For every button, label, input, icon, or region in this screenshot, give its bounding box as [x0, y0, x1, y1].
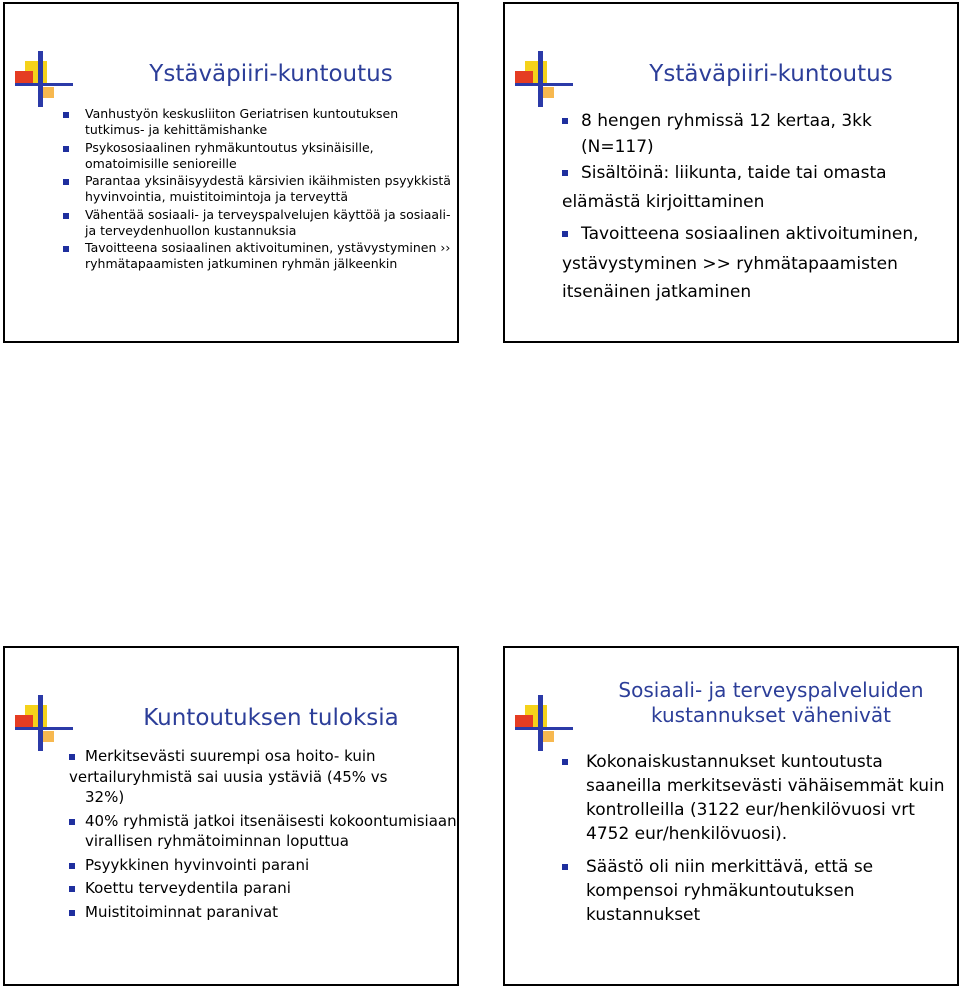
bullet-square-icon [63, 112, 69, 118]
bullet-item: Tavoitteena sosiaalinen aktivoituminen, ystävystyminen >> ryhmätapaamisten itsenäinen jatkaminen [562, 224, 919, 302]
bullet-item: Säästö oli niin merkittävä, että se kompensoi ryhmäkuntoutuksen kustannukset [562, 855, 957, 927]
slide-logo-icon [515, 51, 573, 111]
bullet-item: Vähentää sosiaali- ja terveyspalvelujen käyttöä ja sosiaali- ja terveydenhuollon kustannuksia [63, 207, 453, 239]
slide-logo-icon [515, 695, 573, 755]
bullet-square-icon [69, 886, 75, 892]
bullet-item: Sisältöinä: liikunta, taide tai omasta elämästä kirjoittaminen [562, 163, 887, 212]
bullet-square-icon [562, 231, 568, 237]
bullet-list [53, 746, 458, 925]
bullet-item: Merkitsevästi suurempi osa hoito- kuin vertailuryhmistä sai uusia ystäviä (45% vs 32%) [69, 747, 388, 806]
slide-title: Ystäväpiiri-kuntoutus [649, 61, 893, 87]
bullet-item: Tavoitteena sosiaalinen aktivoituminen, ystävystyminen ›› ryhmätapaamisten jatkuminen ryhmän jälkeenkin [63, 240, 453, 272]
bullet-square-icon [63, 146, 69, 152]
slide-title: Sosiaali- ja terveyspalveluiden kustannukset vähenivät [618, 678, 924, 727]
bullet-item: Vanhustyön keskusliiton Geriatrisen kuntoutuksen tutkimus- ja kehittämishanke [63, 106, 453, 138]
slide-title: Kuntoutuksen tuloksia [143, 705, 399, 731]
bullet-list [63, 106, 453, 274]
bullet-item: Koettu terveydentila parani [53, 878, 458, 899]
bullet-square-icon [69, 819, 75, 825]
bullet-list [562, 108, 957, 306]
bullet-square-icon [562, 170, 568, 176]
slide-4 [503, 646, 959, 986]
bullet-square-icon [63, 246, 69, 252]
bullet-square-icon [562, 864, 568, 870]
bullet-item: Kokonaiskustannukset kuntoutusta saaneilla merkitsevästi vähäisemmät kuin kontrolleilla (3122 eur/henkilövuosi vrt 4752 eur/henkilövuosi). [562, 750, 957, 846]
slide-title: Ystäväpiiri-kuntoutus [149, 61, 393, 87]
bullet-square-icon [69, 910, 75, 916]
slide-logo-icon [15, 51, 73, 111]
bullet-square-icon [562, 759, 568, 765]
bullet-square-icon [562, 118, 568, 124]
bullet-item: Psyykkinen hyvinvointi parani [53, 855, 458, 876]
bullet-item: Psykososiaalinen ryhmäkuntoutus yksinäisille, omatoimisille senioreille [63, 140, 453, 172]
bullet-item: 40% ryhmistä jatkoi itsenäisesti kokoontumisiaan virallisen ryhmätoiminnan loputtua [53, 811, 458, 852]
bullet-item: Muistitoiminnat paranivat [53, 902, 458, 923]
bullet-square-icon [69, 863, 75, 869]
slide-1 [3, 2, 459, 343]
slide-3 [3, 646, 459, 986]
bullet-square-icon [69, 754, 75, 760]
bullet-list [562, 750, 957, 936]
bullet-square-icon [63, 213, 69, 219]
bullet-square-icon [63, 179, 69, 185]
bullet-item: Parantaa yksinäisyydestä kärsivien ikäihmisten psyykkistä hyvinvointia, muistitoimintoja ja terveyttä [63, 173, 453, 205]
bullet-item: 8 hengen ryhmissä 12 kertaa, 3kk (N=117) [562, 108, 957, 160]
slide-2 [503, 2, 959, 343]
